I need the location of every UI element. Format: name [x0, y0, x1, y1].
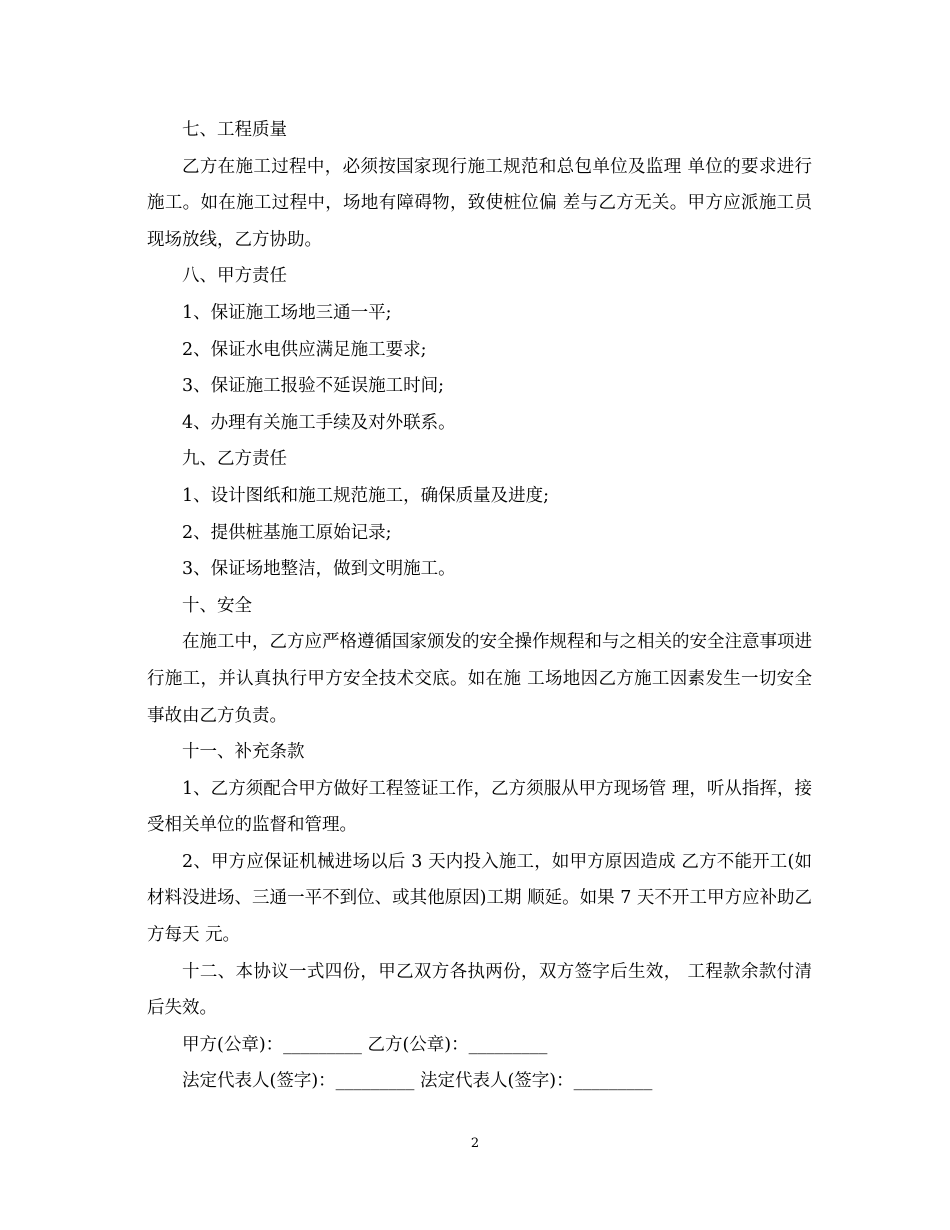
section-heading-party-a: 八、甲方责任 — [182, 266, 287, 287]
section-heading-safety: 十、安全 — [182, 595, 252, 616]
list-item-party-b-2: 2、提供桩基施工原始记录; — [182, 522, 392, 543]
page-number: 2 — [470, 1136, 480, 1151]
signature-line-seal: 甲方(公章)：_________ 乙方(公章)：_________ — [182, 1034, 548, 1055]
list-item-party-a-3: 3、保证施工报验不延误施工时间; — [182, 376, 445, 397]
paragraph-quality: 乙方在施工过程中，必须按国家现行施工规范和总包单位及监理 单位的要求进行施工。如在施工过程中，场地有障碍物，致使桩位偏 差与乙方无关。甲方应派施工员现场放线，乙方协助。 — [147, 156, 812, 250]
signature-line-representative: 法定代表人(签字)：_________ 法定代表人(签字)：_________ — [182, 1071, 653, 1092]
section-heading-supplementary: 十一、补充条款 — [182, 742, 305, 763]
list-item-party-b-3: 3、保证场地整洁，做到文明施工。 — [182, 559, 456, 580]
list-item-party-a-4: 4、办理有关施工手续及对外联系。 — [182, 412, 456, 433]
paragraph-supplementary-1: 1、乙方须配合甲方做好工程签证工作，乙方须服从甲方现场管 理，听从指挥，接受相关单位的监督和管理。 — [147, 778, 812, 836]
list-item-party-a-2: 2、保证水电供应满足施工要求; — [182, 339, 427, 360]
document-body — [147, 112, 812, 1100]
section-heading-party-b: 九、乙方责任 — [182, 449, 287, 470]
list-item-party-a-1: 1、保证施工场地三通一平; — [182, 302, 392, 323]
list-item-party-b-1: 1、设计图纸和施工规范施工，确保质量及进度; — [182, 485, 550, 506]
paragraph-copies: 十二、本协议一式四份，甲乙双方各执两份，双方签字后生效， 工程款余款付清后失效。 — [147, 961, 812, 1019]
section-heading-quality: 七、工程质量 — [182, 120, 287, 140]
paragraph-supplementary-2: 2、甲方应保证机械进场以后 3 天内投入施工，如甲方原因造成 乙方不能开工(如材料没进场、三通一平不到位、或其他原因)工期 顺延。如果 7 天不开工甲方应补助乙方每天 元。 — [147, 851, 812, 946]
paragraph-safety: 在施工中，乙方应严格遵循国家颁发的安全操作规程和与之相关的安全注意事项进行施工，并认真执行甲方安全技术交底。如在施 工场地因乙方施工因素发生一切安全事故由乙方负责。 — [147, 632, 812, 726]
